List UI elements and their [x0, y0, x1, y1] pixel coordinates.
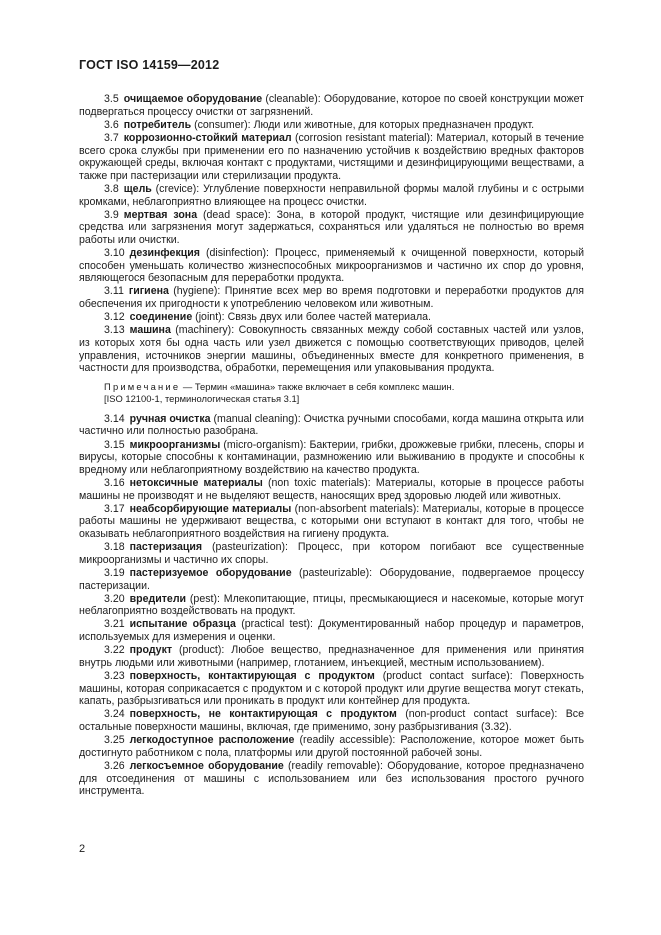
term-entry — [79, 708, 584, 733]
page-number: 2 — [79, 843, 86, 855]
term-name: пастеризуемое оборудование — [129, 566, 292, 579]
term-english: (readily removable): — [288, 759, 383, 772]
term-definition: Оборудование, которое предназначено для отсоединения от машины с использованием или без использования простого ручного инструмента. — [79, 759, 584, 798]
term-english: (dead space): — [203, 208, 271, 221]
term-definition: Все остальные поверхности машины, включая, где применимо, зону разбрызгивания (3.32). — [79, 708, 584, 733]
term-entry — [79, 324, 584, 374]
term-definition: Углубление поверхности неправильной формы малой глубины и с острыми кромками, неблагоприятно влияющее на процесс очистки. — [79, 182, 584, 208]
term-entry — [79, 477, 584, 502]
term-english: (hygiene): — [173, 285, 221, 298]
term-name: соединение — [129, 311, 193, 324]
term-entry — [79, 618, 584, 643]
term-english: (pasteurization): — [212, 541, 288, 554]
term-entry — [79, 285, 584, 310]
term-name: машина — [129, 324, 171, 337]
term-name: поверхность, контактирующая с продуктом — [129, 670, 375, 683]
term-number: 3.24 — [104, 708, 125, 721]
term-entry — [79, 132, 584, 182]
term-number: 3.16 — [104, 476, 125, 489]
term-entry — [79, 311, 584, 324]
term-entry — [79, 209, 584, 247]
term-definition: Материал, который в течение всего срока службы при применении его по назначению устойчив к воздействию вредных факторов окружающей среды, включая контакт с продуктами, чистящими и дезинфицирующими веществами, а также при пастеризации или стерилизации продукта. — [79, 131, 584, 182]
term-definition: Принятие всех мер во время подготовки и переработки продуктов для обеспечения их пригодности к употреблению человеком или животным. — [79, 285, 584, 311]
term-number: 3.14 — [104, 412, 125, 425]
term-english: (joint): — [195, 311, 225, 324]
term-english: (cleanable): — [265, 93, 321, 105]
term-definition: Расположение, которое может быть достигнуто работником с пола, платформы или другой постоянной рабочей зоны. — [79, 734, 584, 759]
term-definition: Бактерии, грибки, дрожжевые грибки, плесень, споры и вирусы, которые способны к контаминации, размножению или выживанию в продукте и способны к вредному или неблагоприятному воздействию на качество продукта. — [79, 438, 585, 476]
term-definition: Поверхность машины, которая соприкасается с продуктом и с которой продукт или другие вещества могут стекать, капать, разбрызгиваться или проникать в продукт или контейнер для продукта. — [79, 670, 584, 708]
term-english: (non-product contact surface): — [405, 708, 558, 721]
term-english: (practical test): — [241, 618, 313, 631]
term-number: 3.21 — [104, 618, 125, 631]
term-number: 3.10 — [104, 247, 125, 260]
term-name: дезинфекция — [129, 247, 200, 260]
term-english: (pasteurizable): — [299, 566, 373, 579]
term-definition: Очистка ручными способами, когда машина открыта или частично или полностью разобрана. — [79, 412, 584, 438]
note-text: Термин «машина» также включает в себя комплекс машин. — [194, 380, 455, 392]
term-entry — [79, 567, 584, 592]
term-number: 3.25 — [104, 734, 125, 747]
term-entry — [79, 413, 584, 438]
term-number: 3.12 — [104, 311, 125, 324]
term-number: 3.26 — [104, 759, 125, 772]
term-entry — [79, 93, 584, 118]
term-name: легкодоступное расположение — [129, 734, 295, 747]
term-number: 3.13 — [104, 324, 125, 337]
term-english: (product contact surface): — [382, 670, 513, 683]
term-entry — [79, 119, 584, 132]
term-name: продукт — [129, 644, 173, 657]
term-definition: Оборудование, которое по своей конструкции может подвергаться процессу очистки от загрязнений. — [79, 93, 584, 118]
term-name: испытание образца — [129, 618, 236, 631]
term-name: пастеризация — [129, 541, 203, 554]
term-english: (disinfection): — [205, 247, 269, 260]
term-name: мертвая зона — [123, 208, 198, 221]
term-name: гигиена — [128, 285, 169, 298]
term-entry — [79, 247, 584, 285]
term-entry — [79, 183, 584, 208]
term-name: щель — [123, 182, 152, 195]
term-definition: Совокупность связанных между собой составных частей или узлов, из которых хотя бы одна часть или узел движется с помощью соответствующих приводов, целей управления, источников энергии машины, объединенных вместе для конкретного применения, в частности для производства, обработки, перемещения или упаковывания продукта. — [79, 324, 584, 375]
term-english: (machinery): — [175, 324, 235, 337]
term-number: 3.20 — [104, 592, 125, 605]
term-entry — [79, 541, 584, 566]
term-name: коррозионно-стойкий материал — [123, 131, 292, 144]
term-definition: Документированный набор процедур и параметров, используемых для измерения и оценки. — [79, 618, 584, 644]
term-entry — [79, 734, 584, 759]
note — [104, 381, 584, 405]
term-definition: Оборудование, подвергаемое процессу пастеризации. — [79, 566, 584, 592]
term-number: 3.22 — [104, 644, 125, 657]
note-dash: — — [182, 380, 193, 392]
term-name: нетоксичные материалы — [129, 476, 263, 489]
term-name: ручная очистка — [129, 412, 211, 425]
term-definition: Связь двух или более частей материала. — [227, 311, 431, 324]
term-english: (consumer): — [194, 118, 251, 131]
term-entry — [79, 593, 584, 618]
term-english: (product): — [178, 644, 225, 657]
term-number: 3.5 — [104, 93, 119, 105]
term-entry — [79, 644, 584, 669]
term-definition: Процесс, применяемый к очищенной поверхности, который способен уменьшать количество жизнеспособных микроорганизмов и частично их спор до уровня, являющегося безопасным для переработки продукта. — [79, 247, 584, 285]
document-header: ГОСТ ISO 14159—2012 — [79, 58, 220, 72]
term-number: 3.11 — [104, 285, 124, 298]
term-definition: Процесс, при котором погибают все существенные микроорганизмы и частично их споры. — [79, 541, 585, 566]
term-definition: Зона, в которой продукт, чистящие или дезинфицирующие средства или загрязнения могут задержаться, сохраняться или удаляться не полностью во время работы или очистки. — [79, 208, 584, 246]
term-entry — [79, 503, 584, 541]
term-definition: Люди или животные, для которых предназначен продукт. — [253, 118, 535, 131]
term-number: 3.23 — [104, 670, 125, 683]
term-number: 3.18 — [104, 541, 125, 554]
term-english: (pest): — [189, 592, 220, 605]
term-english: (manual cleaning): — [213, 412, 301, 425]
term-english: (non-absorbent materials): — [294, 502, 420, 515]
term-english: (non toxic materials): — [267, 476, 371, 489]
term-definition: Млекопитающие, птицы, пресмыкающиеся и насекомые, которые могут неблагоприятно воздействовать на продукт. — [79, 592, 584, 618]
term-name: микроорганизмы — [129, 438, 221, 451]
term-number: 3.8 — [104, 182, 119, 195]
term-english: (readily accessible): — [299, 734, 396, 747]
term-name: поверхность, не контактирующая с продуктом — [129, 708, 397, 721]
note-reference: [ISO 12100-1, терминологическая статья 3.1] — [104, 392, 300, 404]
term-number: 3.15 — [104, 438, 125, 451]
term-number: 3.9 — [104, 208, 119, 221]
term-name: неабсорбирующие материалы — [129, 502, 292, 515]
term-name: легкосъемное оборудование — [129, 759, 284, 772]
term-english: (micro-organism): — [223, 438, 307, 451]
terms-group-a — [79, 93, 584, 375]
term-definition: Материалы, которые в процессе работы машины не производят и не выделяют веществ, наносящих вред здоровью людей или животных. — [79, 476, 585, 502]
terms-group-b — [79, 413, 584, 798]
term-definition: Материалы, которые в процессе работы машины не удерживают вещества, с которыми они вступают в контакт для того, чтобы не оказывать неблагоприятного воздействия на гигиену продукта. — [79, 502, 584, 540]
note-line — [104, 381, 584, 393]
term-name: очищаемое оборудование — [123, 93, 263, 105]
term-name: вредители — [129, 592, 187, 605]
term-name: потребитель — [123, 118, 192, 131]
term-english: (corrosion resistant material): — [294, 131, 433, 144]
term-english: (crevice): — [155, 182, 200, 195]
term-entry — [79, 670, 584, 708]
term-number: 3.19 — [104, 566, 125, 579]
term-entry — [79, 439, 584, 477]
terms-list — [79, 93, 584, 798]
term-definition: Любое вещество, предназначенное для применения или принятия внутрь людьми или животными (например, глотанием, инъекцией, местным использованием). — [79, 644, 584, 669]
term-number: 3.17 — [104, 502, 125, 515]
term-number: 3.6 — [104, 118, 119, 131]
term-entry — [79, 760, 584, 798]
term-number: 3.7 — [104, 131, 119, 144]
note-label: Примечание — [104, 380, 181, 392]
